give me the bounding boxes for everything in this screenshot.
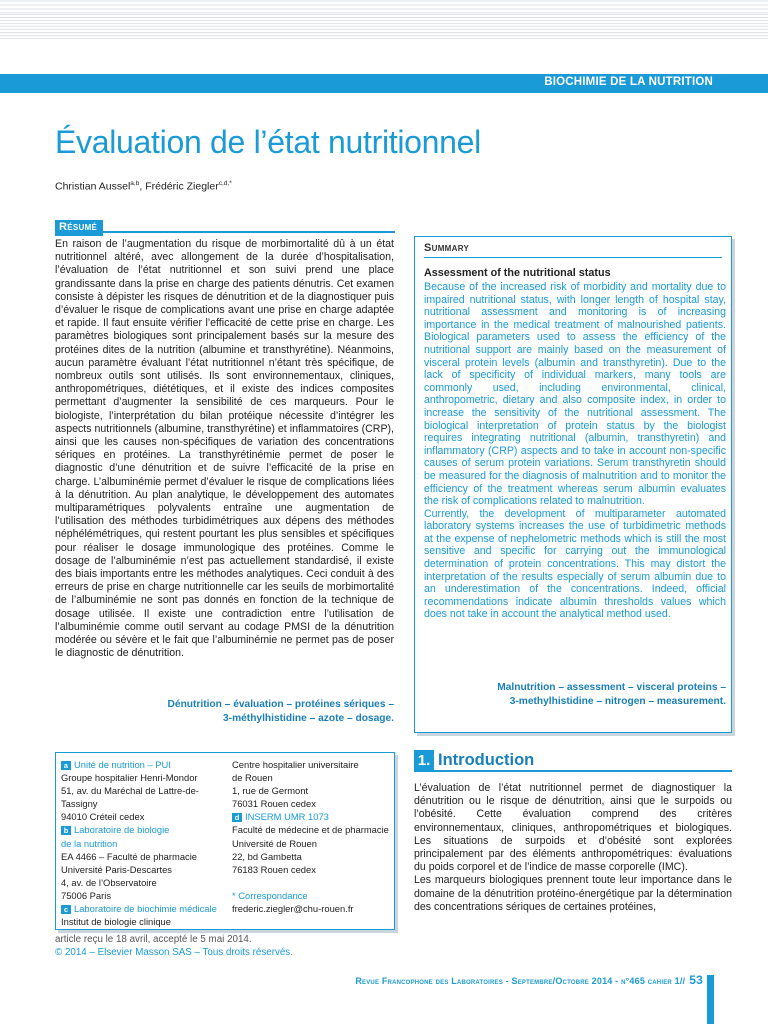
keywords-fr-line-1: Dénutrition – évaluation – protéines sériques –: [167, 699, 394, 710]
affiliation-line: [61, 837, 229, 850]
journal-reference: Revue Francophone des Laboratoires - Septembre/Octobre 2014 - n°465 cahier 1//: [355, 976, 686, 986]
section-label: BIOCHIMIE DE LA NUTRITION: [544, 76, 713, 88]
affiliation-line: [232, 797, 392, 810]
affiliation-text: Centre hospitalier universitaire: [232, 759, 359, 770]
affiliation-badge: b: [61, 826, 71, 835]
author-separator: ,: [139, 180, 146, 193]
summary-box: [414, 236, 732, 733]
intro-text: [414, 782, 732, 914]
affiliation-line: [232, 771, 392, 784]
affiliation-text: 22, bd Gambetta: [232, 850, 302, 862]
summary-subtitle: Assessment of the nutritional status: [424, 267, 611, 279]
affiliation-line: [61, 915, 229, 928]
affiliation-line: [61, 876, 229, 889]
affiliation-text: 75006 Paris: [61, 889, 112, 901]
affiliation-line: [61, 784, 229, 810]
author-1: Christian Aussel: [55, 180, 131, 193]
author-1-affil: a,b: [130, 180, 140, 187]
affiliation-text: de Rouen: [232, 772, 273, 784]
affiliation-line: [232, 863, 392, 876]
affiliation-text: 76183 Rouen cedex: [232, 863, 316, 875]
affiliation-text: de la nutrition: [61, 837, 118, 849]
summary-heading: Summary: [424, 242, 470, 254]
affiliation-line: [232, 902, 392, 915]
page-number: 53: [689, 973, 703, 987]
affiliation-line: [232, 810, 392, 823]
summary-paragraph-1: Because of the increased risk of morbidity and mortality due to impaired nutritional status, with longer length of hospital stay, nutritional assessment and monitoring is of increasing importance in the medical treatment of malnourished patients. Biological parameters used to assess the efficiency of the nutritional support are mainly based on the measurement of visceral protein levels (albumin and transthyretin). Due to the lack of specificity of individual markers, many tools are commonly used, including environmental, clinical, anthropometric, dietary and also composite index, in order to increase the sensitivity of the nutritional assessment. The biological interpretation of protein status by the biologist requires integrating nutritional (albumin, transthyretin) and inflammatory (CRP) aspects and to take in account non-specific causes of serum protein variations. Serum transthyretin should be measured for the diagnosis of malnutrition and to monitor the efficiency of the treatment whereas serum albumin evaluates the risk of complications related to malnutrition.: [424, 281, 726, 508]
affiliation-line: [61, 810, 229, 823]
keywords-en-line-1: Malnutrition – assessment – visceral proteins –: [497, 682, 726, 693]
resume-text: En raison de l’augmentation du risque de morbimortalité dû à un état nutritionnel altéré, avec allongement de la durée d’hospitalisation, l’évaluation de l’état nutritionnel et son suivi prend une place grandissante dans la prise en charge des patients dénutris. Cet examen consiste à dépister les risques de dénutrition et de la diagnostiquer puis d’évaluer le risque de complications avant une prise en charge adaptée et rapide. Il faut ensuite vérifier l’efficacité de cette prise en charge. Les paramètres biologiques sont principalement basés sur la mesure des protéines dites de la nutrition (albumine et transthyrétine). Néanmoins, aucun paramètre évaluant l’état nutritionnel n’étant très spécifique, de nombreux outils sont utilisés. Ils sont environnementaux, cliniques, anthropométriques, diététiques, et il existe des indices composites permettant d’augmenter la sensibilité de ces marqueurs. Pour le biologiste, l’interprétation du bilan protéique nécessite d’intégrer les aspects nutritionnels (albumine, transthyrétine) et inflammatoires (CRP), ainsi que les causes non-spécifiques de variation des concentrations sériques en protéines. La transthyrétinémie permet de poser le diagnostic d’une dénutrition et de suivre l’efficacité de la prise en charge. L’albuminémie permet d’évaluer le risque de complications liées à la dénutrition. Au plan analytique, le développement des automates multiparamétriques polyvalents entraîne une augmentation de l’utilisation des méthodes turbidimétriques aux dépens des méthodes néphélémétriques, qui restent pourtant les plus sensibles et spécifiques pour réaliser le dosage immunologique des protéines. Comme le dosage de l’albuminémie n’est pas actuellement standardisé, il existe des biais importants entre les méthodes analytiques. Ceci conduit à des erreurs de prise en charge nutritionnelle car les seuils de morbimortalité de l’albuminémie ne sont pas donnés en fonction de la technique de dosage utilisée. Il existe une contradiction entre l’utilisation de l’albuminémie comme outil servant au codage PMSI de la dénutrition modérée ou sévère et le fait que l’albuminémie ne permet pas de poser le diagnostic de dénutrition.: [55, 238, 394, 660]
affiliation-line: [61, 863, 229, 876]
affiliations-box: [55, 752, 395, 930]
intro-paragraph-1: L’évaluation de l’état nutritionnel permet de diagnostiquer la dénutrition ou le risque de dénutrition, ainsi que le surpoids ou l’obésité. Cette évaluation comprend des critères environnementaux, cliniques, anthropométriques et biologiques. Les situations de surpoids et d’obésité sont explorées principalement par des éléments anthropométriques: évaluations du poids corporel et de l’indice de masse corporelle (IMC).: [414, 782, 732, 874]
affiliation-text: 4, av. de l’Observatoire: [61, 876, 157, 888]
header-stripes: [0, 0, 768, 40]
affiliation-line: [232, 889, 392, 902]
affiliation-text: frederic.ziegler@chu-rouen.fr: [232, 903, 354, 915]
author-2-affil: c,d,*: [218, 180, 232, 187]
affiliation-line: [232, 876, 392, 889]
affiliations-right: [232, 758, 392, 915]
affiliation-line: [61, 823, 229, 836]
affiliation-text: Université Paris-Descartes: [61, 863, 172, 875]
keywords-en-line-2: 3-methylhistidine – nitrogen – measurement.: [509, 696, 726, 707]
affiliation-line: [232, 850, 392, 863]
page-footer: [300, 973, 703, 987]
affiliation-text: Groupe hospitalier Henri-Mondor: [61, 772, 198, 784]
affiliation-text: 94010 Créteil cedex: [61, 811, 145, 823]
affiliation-badge: a: [61, 761, 71, 770]
article-dates: [55, 933, 293, 959]
resume-heading-bar: [55, 217, 395, 233]
affiliation-text: Laboratoire de biologie: [74, 824, 170, 836]
keywords-fr-line-2: 3-méthylhistidine – azote – dosage.: [223, 713, 394, 724]
affiliation-text: Institut de biologie clinique: [61, 916, 171, 928]
section-number: 1.: [414, 750, 434, 772]
authors: [55, 180, 232, 193]
affiliation-text: Unité de nutrition – PUI: [74, 759, 171, 770]
footer-accent-bar: [707, 975, 714, 1024]
intro-heading-bar: [414, 750, 732, 772]
summary-text: [424, 281, 726, 621]
resume-heading: Résumé: [55, 220, 103, 236]
affiliation-line: [232, 837, 392, 850]
affiliation-line: [61, 771, 229, 784]
summary-paragraph-2: Currently, the development of multiparameter automated laboratory systems increases the use of turbidimetric methods at the expense of nephelometric methods which is still the most sensitive and specific for carrying out the immunological determination of protein concentrations. This may distort the interpretation of the results especially of serum albumin due to an underestimation of the concentrations. Indeed, official recommendations indicate albumin thresholds values which does not take in account the analytical method used.: [424, 507, 726, 621]
intro-heading: Introduction: [438, 751, 535, 769]
author-2: Frédéric Ziegler: [145, 180, 219, 193]
affiliation-text: Université de Rouen: [232, 837, 317, 849]
section-banner: [0, 74, 768, 93]
affiliation-line: [61, 850, 229, 863]
affiliations-left: [61, 758, 229, 928]
keywords-en: [424, 681, 726, 709]
affiliation-text: Laboratoire de biochimie médicale: [74, 903, 217, 915]
affiliation-line: [232, 784, 392, 797]
affiliation-text: 1, rue de Germont: [232, 785, 309, 797]
affiliation-line: [61, 758, 229, 771]
affiliation-line: [61, 902, 229, 915]
copyright-line: © 2014 – Elsevier Masson SAS – Tous droits réservés.: [55, 947, 293, 958]
affiliation-text: 76031 Rouen cedex: [232, 798, 316, 810]
summary-divider: [424, 257, 722, 258]
affiliation-text: INSERM UMR 1073: [245, 811, 329, 823]
intro-paragraph-2: Les marqueurs biologiques prennent toute leur importance dans le domaine de la dénutrition protéino-énergétique par la détermination des concentrations sériques de certaines protéines,: [414, 874, 732, 913]
received-line: article reçu le 18 avril, accepté le 5 mai 2014.: [55, 934, 252, 945]
affiliation-text: * Correspondance: [232, 889, 308, 901]
affiliation-badge: d: [232, 813, 242, 822]
affiliation-line: [232, 758, 392, 771]
affiliation-line: [61, 889, 229, 902]
article-title: Évaluation de l’état nutritionnel: [55, 124, 481, 160]
affiliation-line: [232, 823, 392, 836]
affiliation-text: EA 4466 – Faculté de pharmacie: [61, 850, 198, 862]
affiliation-text: Faculté de médecine et de pharmacie: [232, 824, 389, 836]
keywords-fr: [55, 698, 394, 726]
affiliation-text: 51, av. du Maréchal de Lattre-de-Tassigny: [61, 785, 199, 810]
affiliation-badge: c: [61, 905, 71, 914]
